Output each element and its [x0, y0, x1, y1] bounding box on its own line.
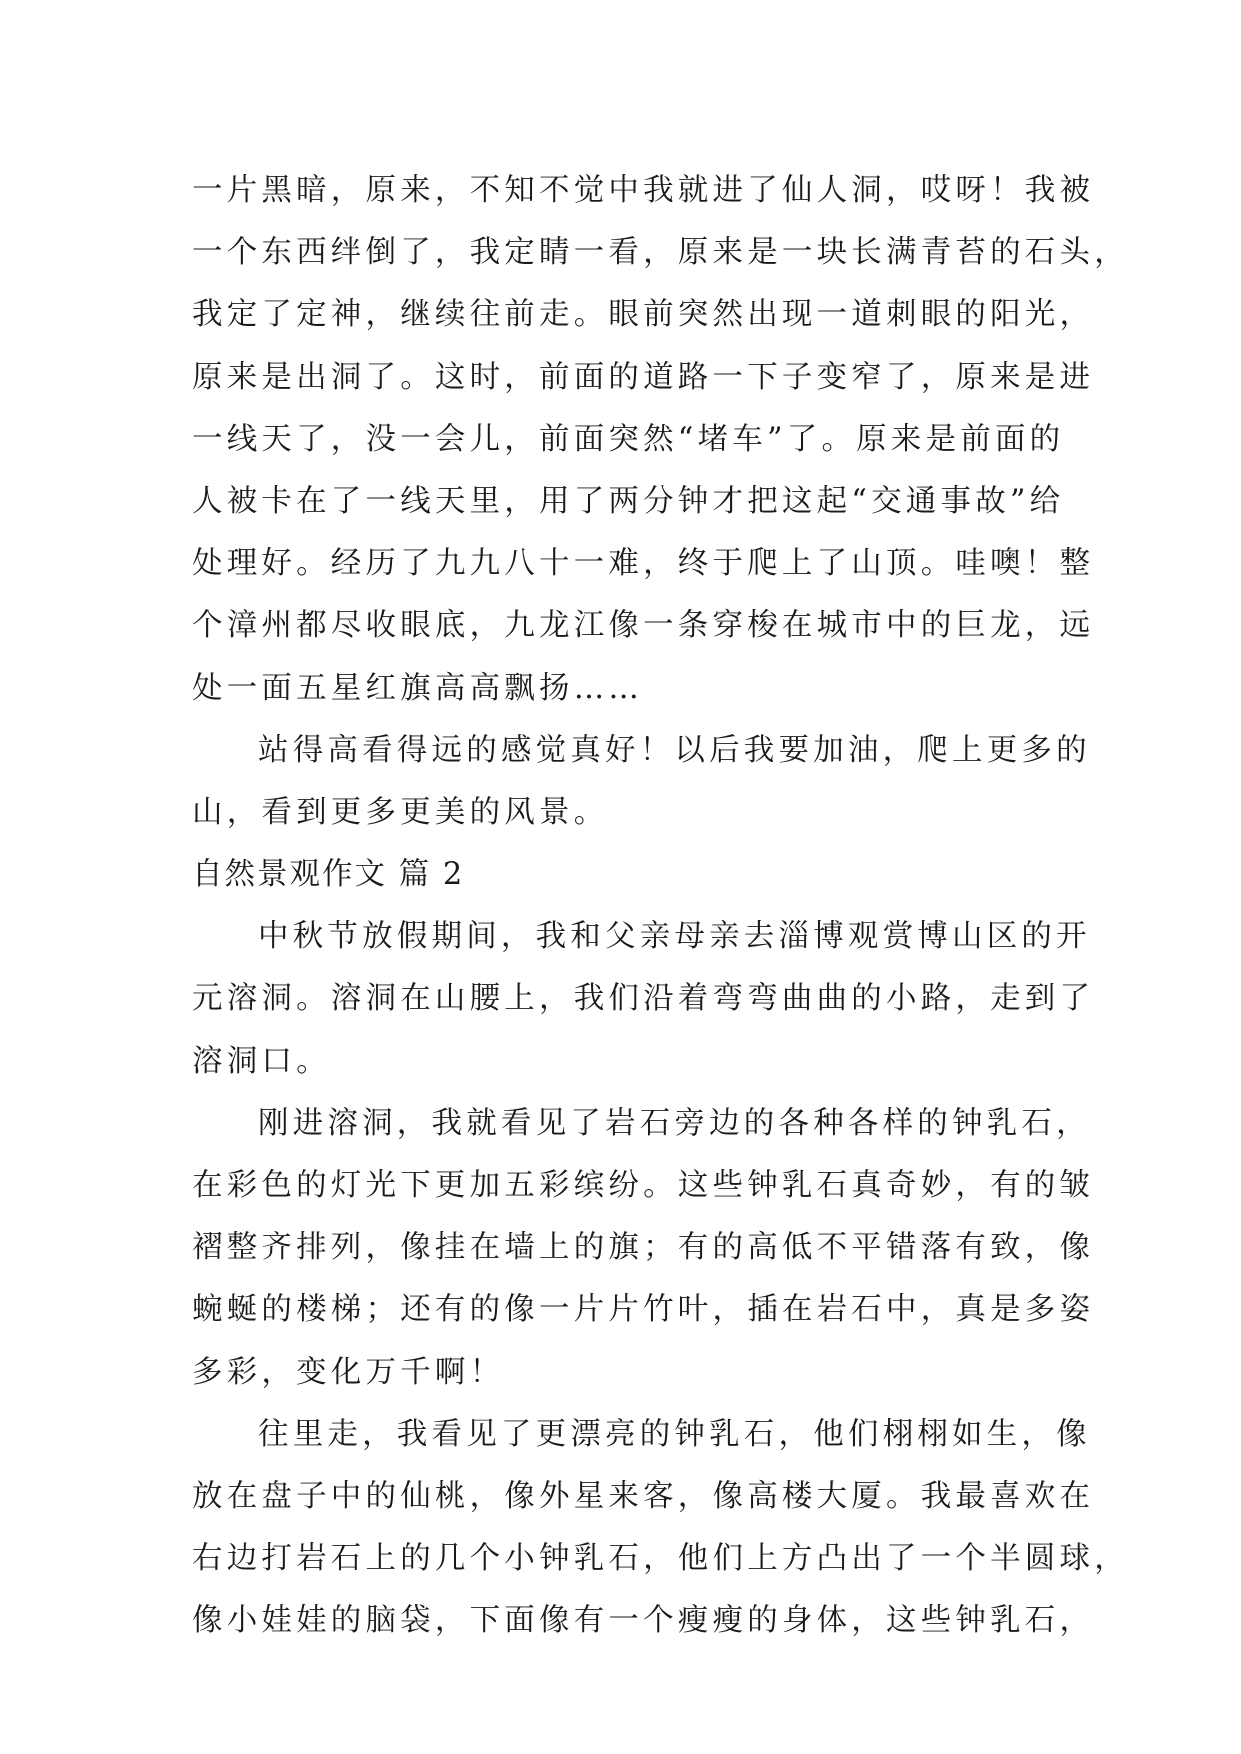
text-line: 处一面五星红旗高高飘扬…… — [192, 670, 644, 706]
section-heading: 自然景观作文 篇 2 — [192, 857, 465, 893]
text-line: 一个东西绊倒了，我定睛一看，原来是一块长满青苔的石头， — [192, 235, 1129, 271]
text-line-indented: 中秋节放假期间，我和父亲母亲去淄博观赏博山区的开 — [258, 919, 1091, 955]
text-line: 山，看到更多更美的风景。 — [192, 794, 609, 830]
text-line: 我定了定神，继续往前走。眼前突然出现一道刺眼的阳光， — [192, 297, 1095, 333]
text-line: 元溶洞。溶洞在山腰上，我们沿着弯弯曲曲的小路，走到了 — [192, 981, 1095, 1017]
text-line-indented: 刚进溶洞，我就看见了岩石旁边的各种各样的钟乳石， — [258, 1105, 1091, 1141]
text-line: 个漳州都尽收眼底，九龙江像一条穿梭在城市中的巨龙，远 — [192, 608, 1095, 644]
text-line: 在彩色的灯光下更加五彩缤纷。这些钟乳石真奇妙，有的皱 — [192, 1168, 1095, 1203]
text-line: 一线天了，没一会儿，前面突然“堵车”了。原来是前面的 — [192, 421, 1065, 457]
text-line: 一片黑暗，原来，不知不觉中我就进了仙人洞，哎呀！我被 — [192, 173, 1095, 208]
text-line: 多彩，变化万千啊！ — [192, 1354, 505, 1390]
text-line: 像小娃娃的脑袋，下面像有一个瘦瘦的身体，这些钟乳石， — [192, 1603, 1095, 1639]
text-line-indented: 站得高看得远的感觉真好！以后我要加油，爬上更多的 — [258, 732, 1091, 768]
text-line: 右边打岩石上的几个小钟乳石，他们上方凸出了一个半圆球， — [192, 1541, 1129, 1577]
text-line: 处理好。经历了九九八十一难，终于爬上了山顶。哇噢！整 — [192, 546, 1095, 582]
document-body — [192, 160, 1129, 1653]
text-line: 蜿蜒的楼梯；还有的像一片片竹叶，插在岩石中，真是多姿 — [192, 1292, 1095, 1328]
text-line: 溶洞口。 — [192, 1043, 331, 1079]
text-line: 褶整齐排列，像挂在墙上的旗；有的高低不平错落有致，像 — [192, 1230, 1095, 1266]
text-line: 原来是出洞了。这时，前面的道路一下子变窄了，原来是进 — [192, 359, 1095, 395]
text-line: 放在盘子中的仙桃，像外星来客，像高楼大厦。我最喜欢在 — [192, 1478, 1095, 1514]
text-line-indented: 往里走，我看见了更漂亮的钟乳石，他们栩栩如生，像 — [258, 1416, 1091, 1452]
text-line: 人被卡在了一线天里，用了两分钟才把这起“交通事故”给 — [192, 483, 1065, 519]
